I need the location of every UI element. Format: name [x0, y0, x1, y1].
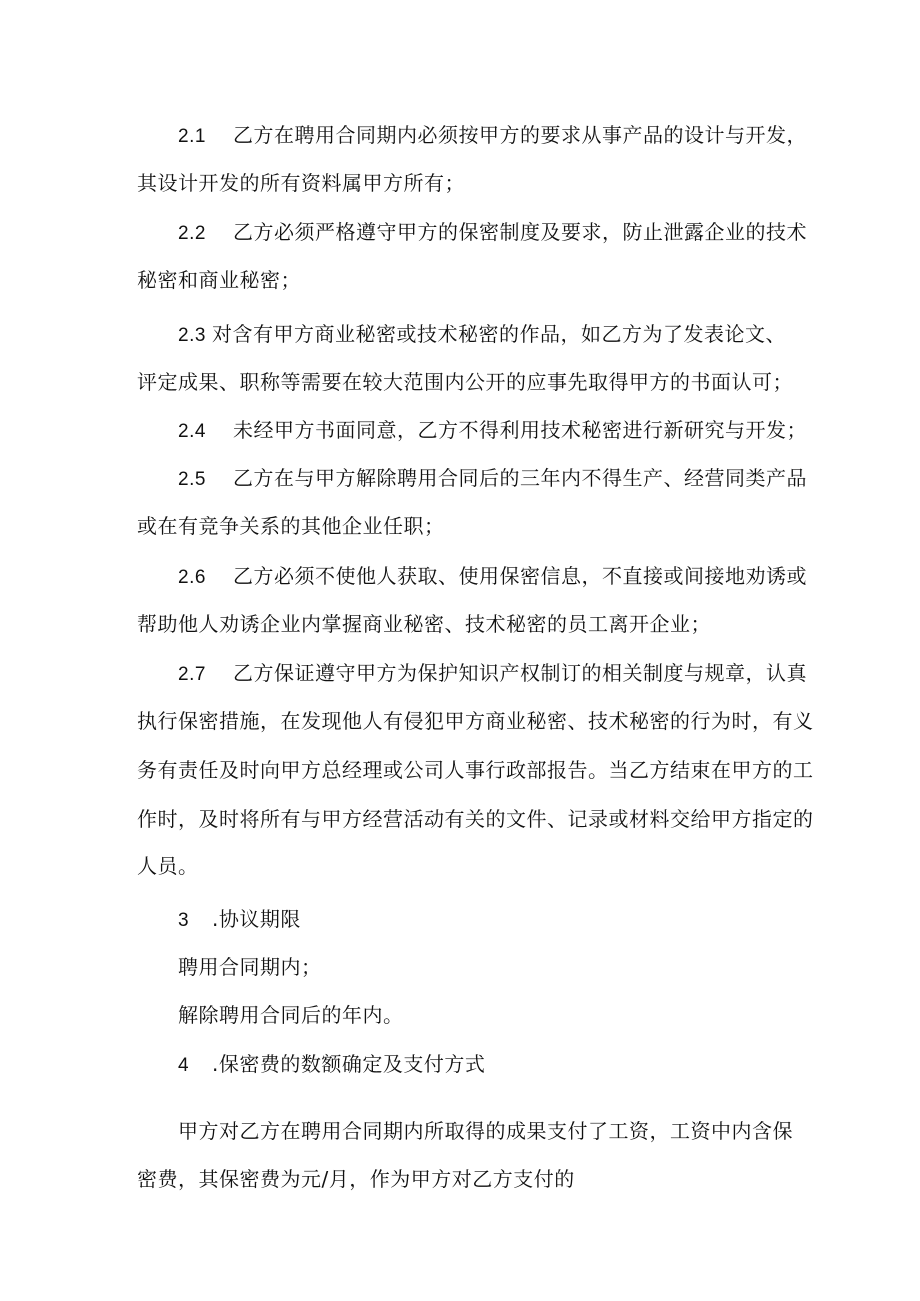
clause-text: 乙方在聘用合同期内必须按甲方的要求从事产品的设计与开发， [233, 123, 807, 147]
clause-2-4-line-1 [178, 416, 807, 446]
clause-2-7-line-2: 执行保密措施，在发现他人有侵犯甲方商业秘密、技术秘密的行为时，有义 [137, 709, 814, 733]
clause-2-7-line-3: 务有责任及时向甲方总经理或公司人事行政部报告。当乙方结束在甲方的工 [137, 758, 814, 782]
section-4-paragraph-line-2: 密费，其保密费为元/月，作为甲方对乙方支付的 [137, 1167, 575, 1191]
clause-2-7-line-5: 人员。 [137, 854, 199, 878]
clause-2-1-line-2: 其设计开发的所有资料属甲方所有； [137, 171, 465, 195]
clause-text: 乙方在与甲方解除聘用合同后的三年内不得生产、经营同类产品 [233, 466, 807, 490]
clause-text: 乙方保证遵守甲方为保护知识产权制订的相关制度与规章，认真 [233, 661, 807, 685]
section-number: 4 [178, 1055, 190, 1076]
clause-number: 2.1 [178, 126, 206, 147]
clause-number: 2.6 [178, 567, 206, 588]
clause-2-7-line-4: 作时，及时将所有与甲方经营活动有关的文件、记录或材料交给甲方指定的 [137, 807, 814, 831]
clause-number: 2.3 [178, 325, 206, 346]
clause-2-6-line-2: 帮助他人劝诱企业内掌握商业秘密、技术秘密的员工离开企业； [137, 612, 711, 636]
clause-number: 2.4 [178, 421, 206, 442]
clause-text: 对含有甲方商业秘密或技术秘密的作品，如乙方为了发表论文、 [212, 322, 786, 346]
section-title: .协议期限 [212, 907, 301, 931]
clause-number: 2.2 [178, 223, 206, 244]
clause-text: 乙方必须不使他人获取、使用保密信息，不直接或间接地劝诱或 [233, 564, 807, 588]
clause-2-2-line-2: 秘密和商业秘密； [137, 268, 301, 292]
section-number: 3 [178, 910, 190, 931]
clause-2-3-line-2: 评定成果、职称等需要在较大范围内公开的应事先取得甲方的书面认可； [137, 370, 793, 394]
section-title: .保密费的数额确定及支付方式 [212, 1052, 486, 1076]
clause-2-7-line-1 [178, 659, 807, 689]
clause-number: 2.5 [178, 469, 206, 490]
clause-text: 未经甲方书面同意，乙方不得利用技术秘密进行新研究与开发； [233, 418, 807, 442]
clause-2-2-line-1 [178, 218, 807, 248]
section-3-item-2: 解除聘用合同后的年内。 [178, 1003, 404, 1027]
section-3-heading [178, 905, 301, 935]
clause-2-5-line-2: 或在有竞争关系的其他企业任职； [137, 514, 445, 538]
section-4-heading [178, 1050, 485, 1080]
clause-2-6-line-1 [178, 562, 807, 592]
clause-2-3-line-1 [178, 320, 786, 350]
clause-number: 2.7 [178, 664, 206, 685]
clause-2-1-line-1 [178, 121, 807, 151]
section-4-paragraph-line-1: 甲方对乙方在聘用合同期内所取得的成果支付了工资，工资中内含保 [178, 1119, 793, 1143]
clause-2-5-line-1 [178, 464, 807, 494]
section-3-item-1: 聘用合同期内； [178, 955, 322, 979]
clause-text: 乙方必须严格遵守甲方的保密制度及要求，防止泄露企业的技术 [233, 220, 807, 244]
